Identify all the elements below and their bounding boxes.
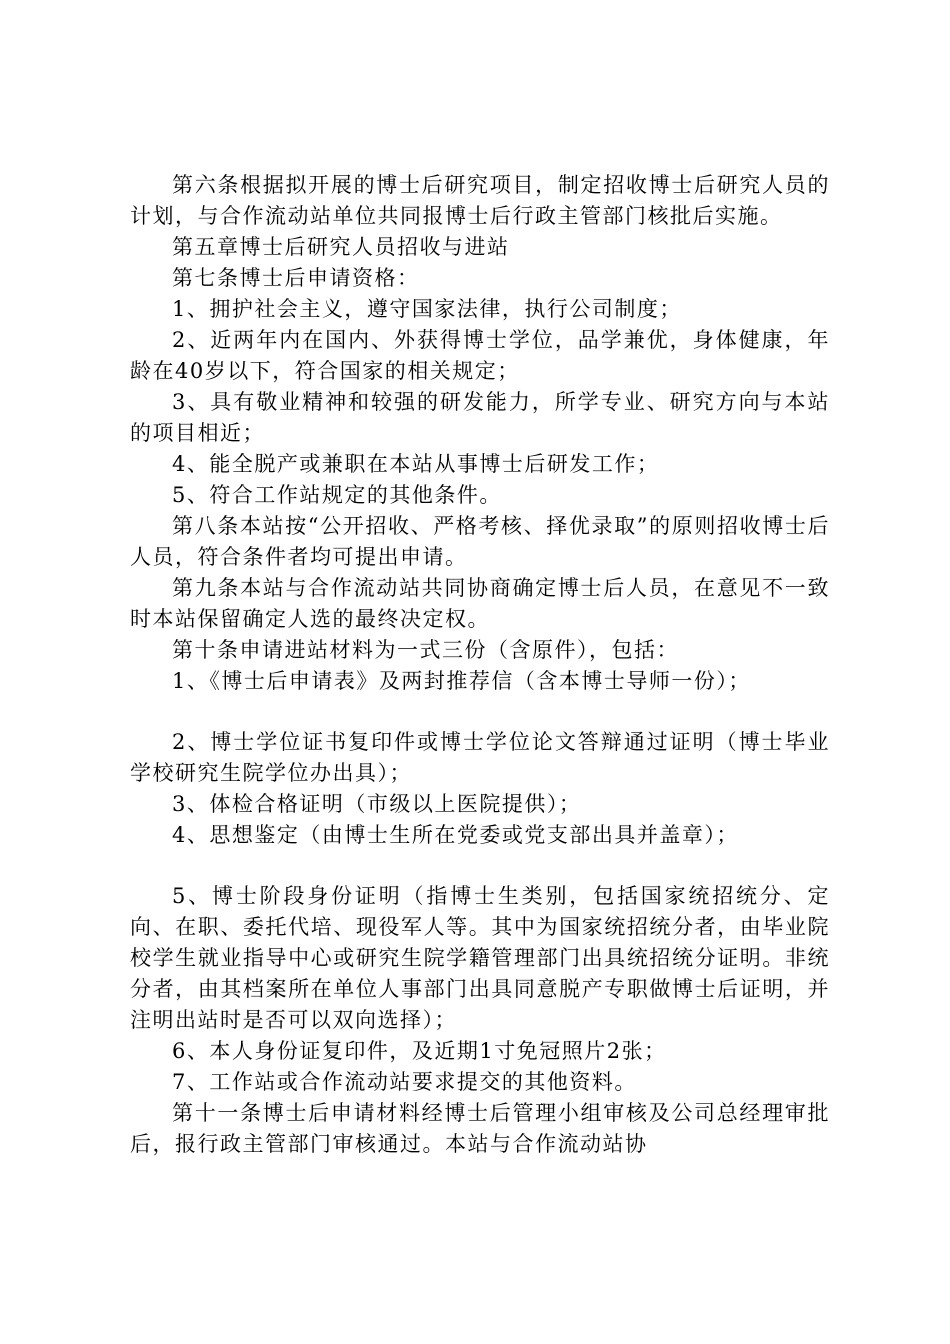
- article-9-paragraph: 第九条本站与合作流动站共同协商确定博士后人员，在意见不一致时本站保留确定人选的最终决定权。: [130, 576, 830, 631]
- material-item-1: 1、《博士后申请表》及两封推荐信（含本博士导师一份）；: [172, 669, 751, 693]
- qualification-item-3: 3、具有敬业精神和较强的研发能力，所学专业、研究方向与本站的项目相近；: [130, 390, 830, 445]
- article-8-paragraph: 第八条本站按“公开招收、严格考核、择优录取”的原则招收博士后人员，符合条件者均可提出申请。: [130, 514, 830, 569]
- chapter-5-heading: 第五章博士后研究人员招收与进站: [172, 235, 510, 259]
- article-10-paragraph: 第十条申请进站材料为一式三份（含原件），包括：: [172, 638, 679, 662]
- material-item-4: 4、思想鉴定（由博士生所在党委或党支部出具并盖章）；: [172, 823, 739, 847]
- qualification-item-4: 4、能全脱产或兼职在本站从事博士后研发工作；: [172, 452, 660, 476]
- material-item-2: 2、博士学位证书复印件或博士学位论文答辩通过证明（博士毕业学校研究生院学位办出具）；: [130, 730, 830, 785]
- blank-line: [130, 697, 830, 727]
- qualification-item-5: 5、符合工作站规定的其他条件。: [172, 483, 502, 507]
- material-item-5: 5、博士阶段身份证明（指博士生类别，包括国家统招统分、定向、在职、委托代培、现役军人等。其中为国家统招统分者，由毕业院校学生就业指导中心或研究生院学籍管理部门出具统招统分证明。非统分者，由其档案所在单位人事部门出具同意脱产专职做博士后证明，并注明出站时是否可以双向选择）；: [130, 884, 830, 1032]
- qualification-item-2: 2、近两年内在国内、外获得博士学位，品学兼优，身体健康，年龄在40岁以下，符合国家的相关规定；: [130, 328, 830, 383]
- article-11-paragraph: 第十一条博士后申请材料经博士后管理小组审核及公司总经理审批后，报行政主管部门审核通过。本站与合作流动站协: [130, 1101, 830, 1156]
- document-body: [130, 170, 830, 1160]
- qualification-item-1: 1、拥护社会主义，遵守国家法律，执行公司制度；: [172, 297, 682, 321]
- article-6-paragraph: 第六条根据拟开展的博士后研究项目，制定招收博士后研究人员的计划，与合作流动站单位共同报博士后行政主管部门核批后实施。: [130, 173, 830, 228]
- material-item-6: 6、本人身份证复印件，及近期1寸免冠照片2张；: [172, 1039, 667, 1063]
- article-7-paragraph: 第七条博士后申请资格：: [172, 266, 420, 290]
- blank-line: [130, 851, 830, 881]
- material-item-3: 3、体检合格证明（市级以上医院提供）；: [172, 792, 582, 816]
- material-item-7: 7、工作站或合作流动站要求提交的其他资料。: [172, 1070, 637, 1094]
